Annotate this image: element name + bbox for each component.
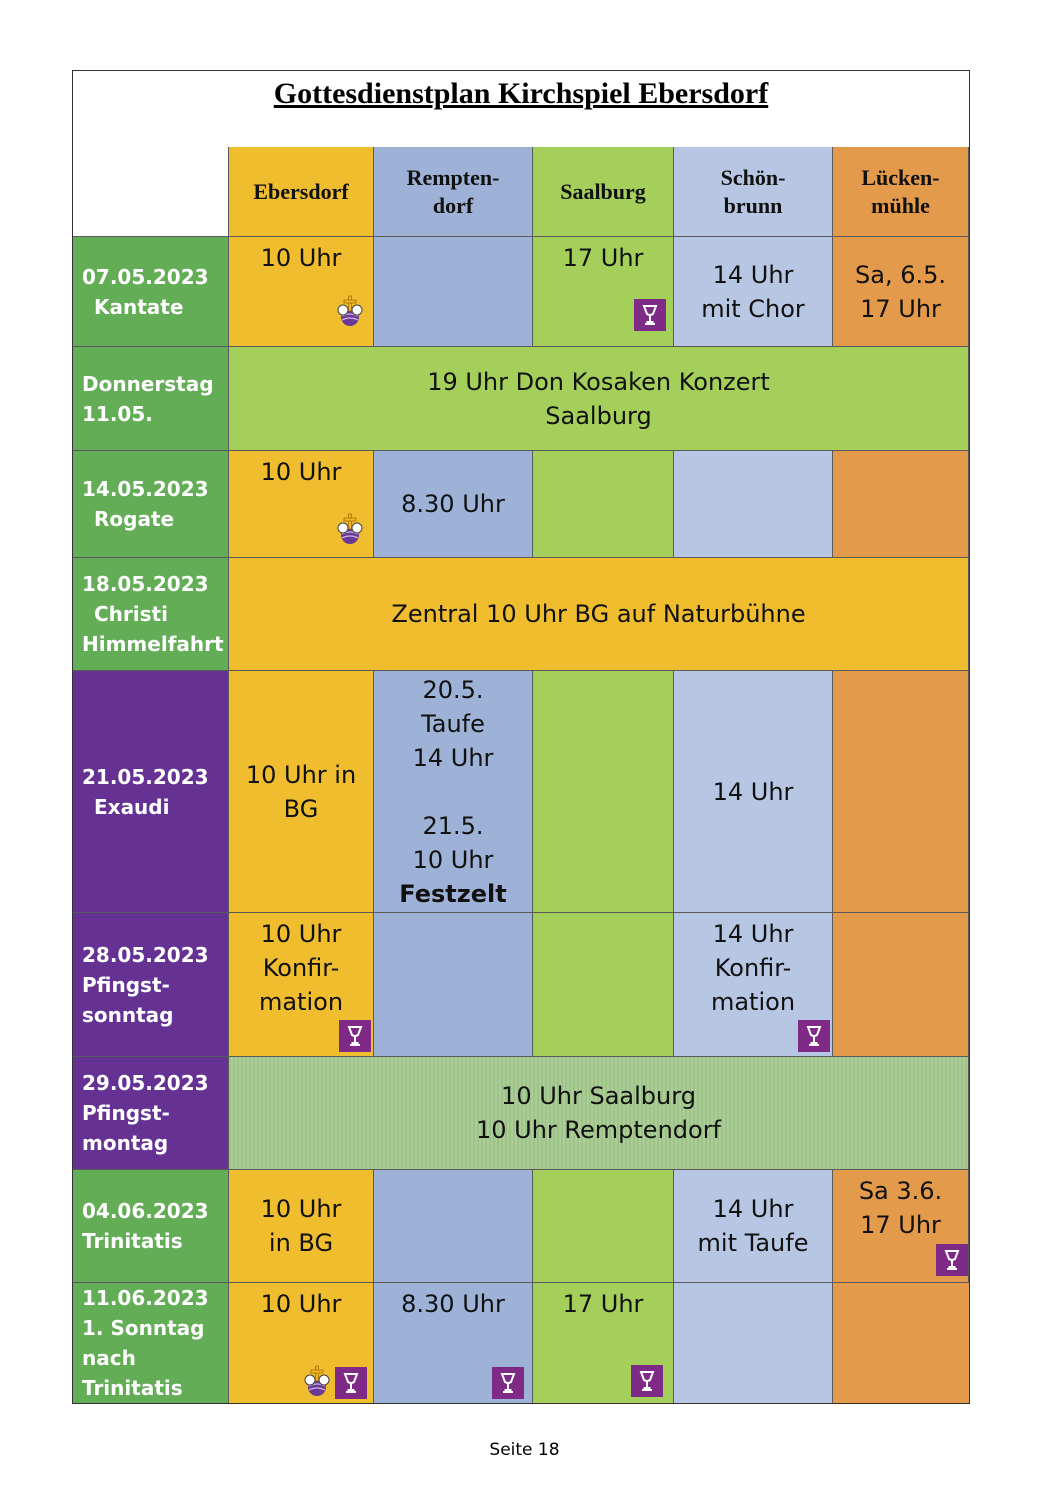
service-time: 14 Uhr (712, 260, 794, 289)
service-date: 18.05.2023 (82, 572, 209, 596)
header-schoenbrunn (674, 147, 833, 237)
event-location: Saalburg (545, 401, 652, 430)
chalice-icon (936, 1244, 968, 1276)
service-note: Konfir- (714, 954, 792, 982)
cell-remptendorf (374, 1170, 533, 1283)
cell-schoenbrunn (674, 913, 833, 1057)
service-location: in BG (268, 1229, 334, 1257)
cell-lueckenmuehle (833, 913, 969, 1057)
page-title: Gottesdienstplan Kirchspiel Ebersdorf (273, 77, 769, 110)
service-time: 10 Uhr (260, 1195, 342, 1223)
header-empty-cell (73, 147, 229, 237)
service-note: Taufe (421, 709, 485, 738)
title-row (73, 71, 969, 148)
cell-schoenbrunn (674, 671, 833, 913)
service-name: Rogate (94, 507, 175, 531)
header-label: Schön- (720, 164, 786, 190)
service-time: 14 Uhr (412, 743, 494, 772)
service-time: 10 Uhr (260, 458, 342, 486)
header-label: Ebersdorf (253, 178, 349, 204)
service-time: 8.30 Uhr (401, 1290, 505, 1318)
header-saalburg (533, 147, 674, 237)
row-date-cell (73, 1283, 229, 1403)
church-cross-icon (334, 513, 366, 545)
cell-saalburg (533, 237, 674, 347)
cell-saalburg (533, 913, 674, 1057)
cell-saalburg (533, 451, 674, 558)
service-date: 28.05.2023 (82, 942, 209, 967)
service-name: Exaudi (94, 794, 170, 819)
row-date-cell (73, 913, 229, 1057)
service-location: BG (283, 794, 319, 823)
service-date: 21.5. (422, 811, 484, 840)
service-date: 14.05.2023 (82, 477, 209, 501)
service-name: Trinitatis (82, 1376, 183, 1400)
service-name: nach (82, 1346, 136, 1370)
header-remptendorf (374, 147, 533, 237)
service-date: Donnerstag (82, 371, 214, 396)
event-text: 19 Uhr Don Kosaken Konzert (427, 367, 770, 396)
row-date-cell (73, 558, 229, 671)
cell-remptendorf (374, 913, 533, 1057)
header-label: brunn (723, 192, 783, 218)
header-label: Saalburg (560, 178, 646, 204)
cell-saalburg (533, 1170, 674, 1283)
service-note: mation (710, 988, 796, 1016)
chalice-icon (798, 1020, 830, 1052)
row-date-cell (73, 1057, 229, 1170)
cell-remptendorf (374, 451, 533, 558)
service-date: 04.06.2023 (82, 1199, 209, 1223)
service-time: 10 Uhr (260, 244, 342, 272)
header-label: mühle (871, 192, 930, 218)
cell-lueckenmuehle (833, 237, 969, 347)
service-time: 17 Uhr (860, 1211, 941, 1239)
cell-ebersdorf (229, 913, 374, 1057)
event-text: 10 Uhr Remptendorf (475, 1116, 722, 1144)
service-name: Himmelfahrt (82, 632, 224, 656)
cell-remptendorf (374, 1283, 533, 1403)
event-text: Zentral 10 Uhr BG auf Naturbühne (391, 600, 806, 628)
service-time: 14 Uhr (712, 777, 794, 806)
cell-lueckenmuehle (833, 671, 969, 913)
service-date: 20.5. (422, 675, 484, 704)
cell-lueckenmuehle (833, 451, 969, 558)
service-name: Trinitatis (82, 1229, 183, 1253)
service-time: 10 Uhr (260, 920, 342, 948)
merged-cell (229, 347, 969, 451)
service-note: mation (258, 988, 344, 1016)
cell-schoenbrunn (674, 1283, 833, 1403)
event-text: 10 Uhr Saalburg (501, 1082, 696, 1110)
cell-saalburg (533, 1283, 674, 1403)
header-label: dorf (432, 192, 474, 218)
header-ebersdorf (229, 147, 374, 237)
service-time: 10 Uhr in (245, 760, 357, 789)
chalice-icon (634, 299, 666, 331)
cell-schoenbrunn (674, 1170, 833, 1283)
page-number: Seite 18 (489, 1440, 560, 1460)
service-note: Konfir- (262, 954, 340, 982)
service-name: Pfingst- (82, 972, 170, 997)
service-name: Christi (94, 602, 168, 626)
row-date-cell (73, 237, 229, 347)
cell-ebersdorf (229, 451, 374, 558)
row-date-cell (73, 347, 229, 451)
row-date-cell (73, 671, 229, 913)
service-plan-table (72, 70, 970, 1404)
service-time: 17 Uhr (562, 244, 644, 272)
cell-remptendorf (374, 237, 533, 347)
service-date: 29.05.2023 (82, 1071, 209, 1095)
row-date-cell (73, 451, 229, 558)
chalice-icon (631, 1365, 663, 1397)
service-date: 11.06.2023 (82, 1286, 209, 1310)
chalice-icon (335, 1367, 367, 1399)
service-name: sonntag (82, 1002, 174, 1027)
service-time: 10 Uhr (412, 845, 494, 874)
header-label: Rempten- (406, 164, 500, 190)
service-date: 21.05.2023 (82, 764, 209, 789)
service-location: Festzelt (399, 879, 507, 908)
service-time: 17 Uhr (860, 294, 941, 323)
church-cross-icon (334, 295, 366, 327)
row-date-cell (73, 1170, 229, 1283)
cell-schoenbrunn (674, 451, 833, 558)
cell-ebersdorf (229, 1170, 374, 1283)
merged-cell (229, 1057, 969, 1170)
chalice-icon (492, 1367, 524, 1399)
header-label: Lücken- (861, 164, 940, 190)
service-date: 07.05.2023 (82, 264, 209, 289)
service-time: 14 Uhr (712, 1195, 794, 1223)
cell-remptendorf (374, 671, 533, 913)
cell-lueckenmuehle (833, 1283, 969, 1403)
service-name: 11.05. (82, 401, 153, 426)
service-time: 17 Uhr (562, 1290, 644, 1318)
cell-ebersdorf (229, 671, 374, 913)
cell-schoenbrunn (674, 237, 833, 347)
merged-cell (229, 558, 969, 671)
service-time: 14 Uhr (712, 920, 794, 948)
service-date: Sa 3.6. (858, 1177, 943, 1205)
service-note: mit Chor (701, 294, 805, 323)
service-name: montag (82, 1131, 169, 1155)
header-lueckenmuehle (833, 147, 969, 237)
cell-lueckenmuehle (833, 1170, 969, 1283)
service-note: mit Taufe (697, 1229, 809, 1257)
service-date: Sa, 6.5. (855, 260, 946, 289)
cell-saalburg (533, 671, 674, 913)
service-name: Kantate (94, 294, 184, 319)
cell-ebersdorf (229, 237, 374, 347)
service-time: 8.30 Uhr (401, 490, 505, 518)
cell-ebersdorf (229, 1283, 374, 1403)
chalice-icon (339, 1020, 371, 1052)
service-name: Pfingst- (82, 1101, 170, 1125)
church-cross-icon (301, 1365, 333, 1397)
service-name: 1. Sonntag (82, 1316, 205, 1340)
service-time: 10 Uhr (260, 1290, 342, 1318)
